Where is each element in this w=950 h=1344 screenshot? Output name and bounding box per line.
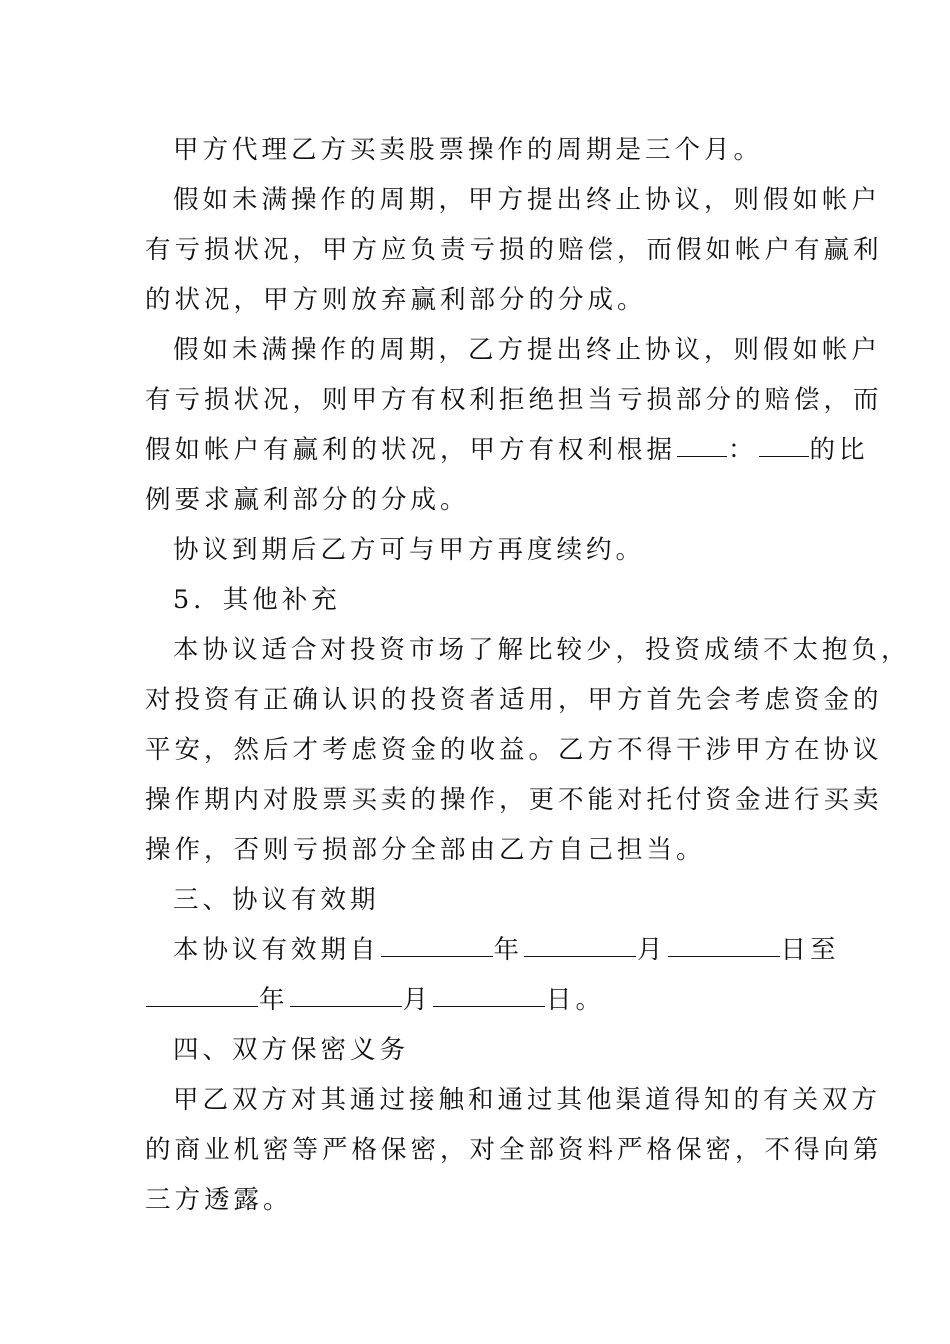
text-colon: ： [728,435,758,465]
paragraph-renewal [145,525,815,575]
paragraph-party-b-terminate-line-3 [145,425,869,475]
end-month-blank[interactable] [290,981,402,1007]
text-line: 本协议适合对投资市场了解比较少，投资成绩不太抱负， [173,635,911,665]
document-page [145,125,911,1225]
text-day-to: 日至 [780,935,840,965]
text-year: 年 [493,935,524,965]
text-month: 月 [637,935,667,965]
paragraph-suitability-line-5 [145,825,815,875]
text-month: 月 [402,985,433,1015]
start-year-blank[interactable] [381,931,493,957]
section-heading-validity [145,875,815,925]
text-line: 操作期内对股票买卖的操作，更不能对托付资金进行买卖 [145,785,883,815]
text-line: 甲乙双方对其通过接触和通过其他渠道得知的有关双方 [173,1085,882,1115]
paragraph-suitability-line-3 [145,725,883,775]
paragraph-confidentiality-line-1 [145,1075,882,1125]
paragraph-confidentiality-line-2 [145,1125,883,1175]
text-line: 的比 [809,435,869,465]
text-day-end: 日。 [546,985,606,1015]
text-line: 甲方代理乙方买卖股票操作的周期是三个月。 [173,135,764,165]
text-line: 有亏损状况，甲方应负责亏损的赔偿，而假如帐户有赢利 [145,235,883,265]
text-line: 假如未满操作的周期，乙方提出终止协议，则假如帐户 [173,335,882,365]
text-line: 假如帐户有赢利的状况，甲方有权利根据 [145,435,677,465]
paragraph-party-a-terminate-line-1 [145,175,882,225]
text-line: 本协议有效期自 [173,935,380,965]
end-year-blank[interactable] [146,981,258,1007]
fill-in-blank[interactable] [759,431,809,457]
text-year: 年 [259,985,289,1015]
text-line: 有亏损状况，则甲方有权利拒绝担当亏损部分的赔偿，而 [145,385,883,415]
paragraph-party-a-terminate-line-3 [145,275,815,325]
paragraph-validity-line-2 [145,975,815,1025]
text-line: 的商业机密等严格保密，对全部资料严格保密，不得向第 [145,1135,883,1165]
paragraph-period [145,125,815,175]
text-line: 5．其他补充 [173,585,341,615]
text-line: 的状况，甲方则放弃赢利部分的分成。 [145,285,647,315]
paragraph-suitability-line-1 [145,625,911,675]
text-line: 协议到期后乙方可与甲方再度续约。 [173,535,646,565]
paragraph-suitability-line-4 [145,775,883,825]
text-line: 例要求赢利部分的分成。 [145,485,470,515]
fill-in-blank[interactable] [677,431,727,457]
text-line: 假如未满操作的周期，甲方提出终止协议，则假如帐户 [173,185,882,215]
section-heading-other [145,575,815,625]
paragraph-party-b-terminate-line-4 [145,475,815,525]
text-line: 四、双方保密义务 [173,1035,410,1065]
paragraph-suitability-line-2 [145,675,883,725]
text-line: 平安，然后才考虑资金的收益。乙方不得干涉甲方在协议 [145,735,883,765]
text-line: 三方透露。 [145,1185,293,1215]
paragraph-confidentiality-line-3 [145,1175,815,1225]
end-day-blank[interactable] [433,981,545,1007]
paragraph-party-a-terminate-line-2 [145,225,883,275]
paragraph-party-b-terminate-line-2 [145,375,883,425]
section-heading-confidentiality [145,1025,815,1075]
text-line: 三、协议有效期 [173,885,380,915]
text-line: 对投资有正确认识的投资者适用，甲方首先会考虑资金的 [145,685,883,715]
paragraph-validity-line-1 [145,925,840,975]
start-day-blank[interactable] [668,931,780,957]
paragraph-party-b-terminate-line-1 [145,325,882,375]
text-line: 操作，否则亏损部分全部由乙方自己担当。 [145,835,706,865]
start-month-blank[interactable] [524,931,636,957]
